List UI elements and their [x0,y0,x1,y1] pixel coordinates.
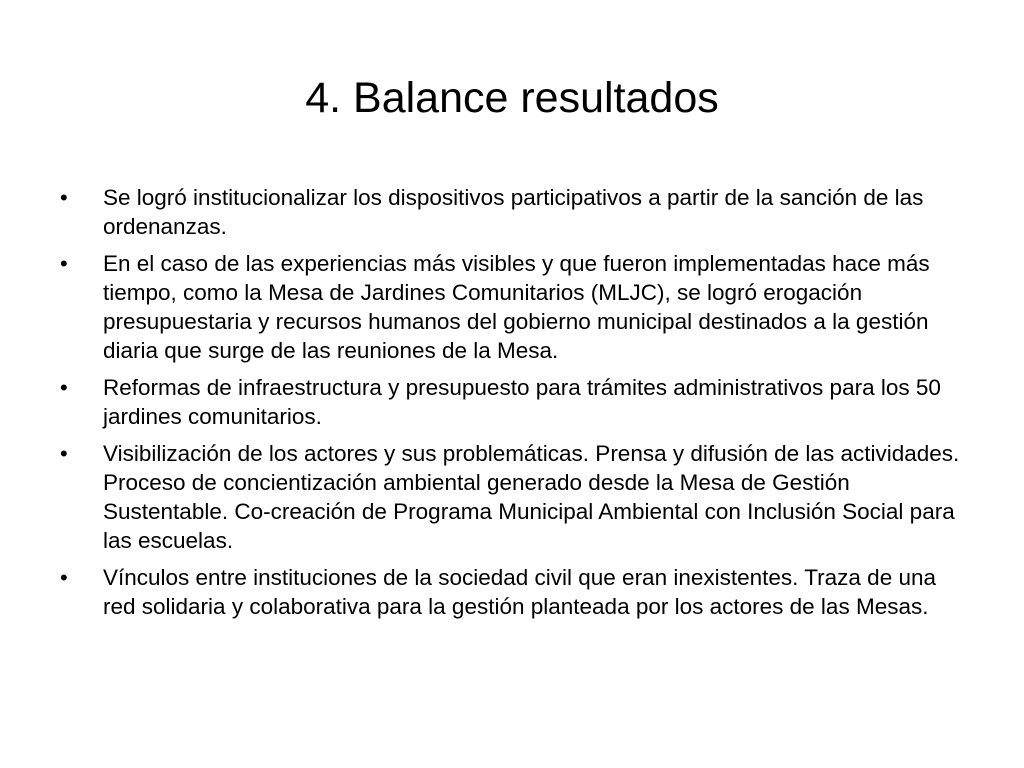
bullet-text: En el caso de las experiencias más visibles y que fueron implementadas hace más tiempo, como la Mesa de Jardines Comunitarios (MLJC), se logró erogación presupuestaria y recursos humanos del gobierno municipal destinados a la gestión diaria que surge de las reuniones de la Mesa. [103,251,930,363]
slide-title: 4. Balance resultados [305,74,719,122]
bullet-item-2 [60,249,960,365]
bullet-text: Reformas de infraestructura y presupuesto para trámites administrativos para los 50 jardines comunitarios. [103,375,941,429]
bullet-list [60,183,960,629]
bullet-text: Vínculos entre instituciones de la sociedad civil que eran inexistentes. Traza de una red solidaria y colaborativa para la gestión planteada por los actores de las Mesas. [103,565,936,619]
bullet-text: Visibilización de los actores y sus problemáticas. Prensa y difusión de las actividades. Proceso de concientización ambiental generado desde la Mesa de Gestión Sustentable. Co-creación de Programa Municipal Ambiental con Inclusión Social para las escuelas. [103,441,960,553]
bullet-icon: • [60,251,68,276]
bullet-text: Se logró institucionalizar los dispositivos participativos a partir de la sanción de las ordenanzas. [103,185,924,239]
bullet-item-3 [60,373,960,431]
bullet-item-4 [60,439,960,555]
bullet-item-5 [60,563,960,621]
bullet-icon: • [60,375,68,400]
bullet-item-1 [60,183,960,241]
bullet-icon: • [60,185,68,210]
bullet-icon: • [60,441,68,466]
bullet-icon: • [60,565,68,590]
